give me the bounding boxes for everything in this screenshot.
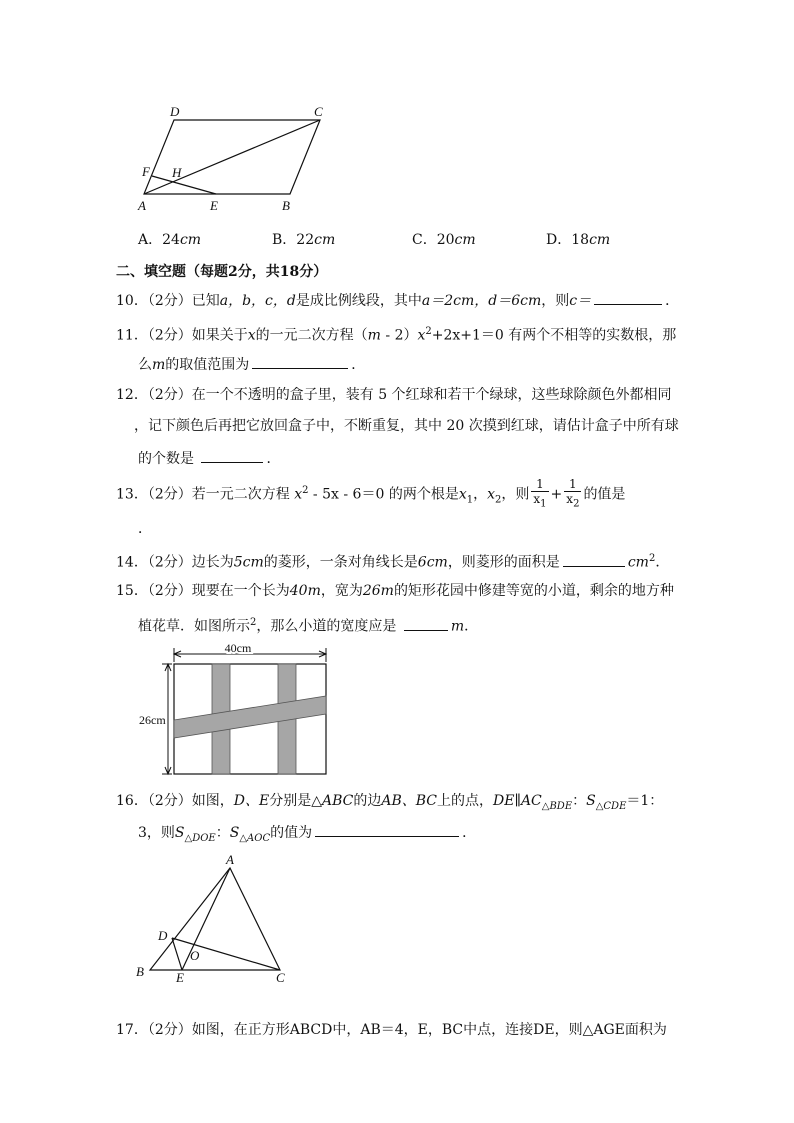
label-a: A [138, 198, 146, 213]
label-e: E [210, 198, 218, 213]
question-14: 14．（2分）边长为5cm的菱形，一条对角线长是6cm，则菱形的面积是 $cm^2$． [116, 553, 670, 571]
question-11: 11．（2分）如果关于x的一元二次方程$(m - 2)x^2+2x+1=0$ 有两个不相等的实数根，那 [116, 326, 677, 344]
choice-b: B．22cm [272, 232, 336, 248]
answer-blank [594, 290, 662, 305]
question-13: 13．（2分）若一元二次方程 $x^2 - 5x - 6=0$ 的两个根是$x_1$，$x_2$，则 $\frac{1}{x_1}$ + $\frac{1}{x_2}$ 的值是 [116, 477, 626, 510]
label-e: E [176, 970, 184, 985]
label-d: D [170, 104, 180, 119]
choice-a: A．24cm [138, 232, 202, 248]
label-h: H [172, 165, 182, 180]
segment-fe [152, 176, 216, 194]
question-11-cont: 么m的取值范围为 ． [138, 354, 365, 374]
label-f: F [142, 164, 150, 179]
question-12: 12．（2分）在一个不透明的盒子里，装有 5 个红球和若干个绿球，这些球除颜色外都相同 [116, 387, 672, 403]
answer-blank [563, 552, 625, 567]
question-15: 15．（2分）现要在一个长为40m，宽为26m的矩形花园中修建等宽的小道，剩余的地方种 [116, 583, 674, 599]
label-26cm: 26cm [139, 713, 166, 727]
triangle-abc [150, 868, 280, 970]
triangle-figure [130, 850, 300, 986]
answer-blank [252, 354, 348, 369]
label-c: C [276, 970, 285, 985]
label-b: B [136, 964, 144, 979]
choice-d: D．18cm [546, 232, 611, 248]
section-heading: 二、填空题（每题2分，共18分） [116, 264, 328, 280]
question-17: 17．（2分）如图，在正方形ABCD中，AB＝4，E，BC中点，连接DE，则△AGE面积为 [116, 1022, 667, 1038]
diagonal-ac [144, 120, 320, 194]
question-16: 16．（2分）如图，D、E分别是△ABC的边AB、BC上的点，$DE\parallel AC_{\triangle BDE}$：$S_{\triangle CDE}=1$： [116, 793, 664, 812]
segment-dc [172, 938, 280, 970]
label-c: C [314, 104, 323, 119]
question-15-cont: 植花草．如图所示$^2$，那么小道的宽度应是 m． [138, 617, 479, 635]
label-40cm: 40cm [224, 641, 252, 655]
label-o: O [190, 948, 200, 963]
answer-blank [201, 448, 263, 463]
segment-de [172, 938, 182, 970]
question-12-cont2: 的个数是 ． [138, 448, 280, 468]
answer-blank [404, 616, 448, 631]
parallelogram-figure [130, 96, 340, 218]
label-d: D [158, 928, 168, 943]
question-13-cont: ． [138, 521, 152, 537]
label-b: B [282, 198, 290, 213]
fraction-1-over-x1: $\frac{1}{x_1}$ [533, 477, 547, 510]
question-12-cont1: ，记下颜色后再把它放回盒子中，不断重复，其中 20 次摸到红球，请估计盒子中所有球 [134, 418, 679, 434]
fraction-1-over-x2: $\frac{1}{x_2}$ [566, 477, 580, 510]
garden-figure [136, 640, 336, 780]
question-16-cont: 3，则$S_{\triangle DOE}$：$S_{\triangle AOC}$的值为 ． [138, 822, 476, 848]
answer-blank [315, 822, 459, 837]
question-10: 10．（2分）已知a，b，c，d是成比例线段，其中a＝2cm，d＝6cm，则c＝ ． [116, 290, 679, 310]
choice-c: C．20cm [412, 232, 476, 248]
label-a: A [226, 852, 234, 867]
